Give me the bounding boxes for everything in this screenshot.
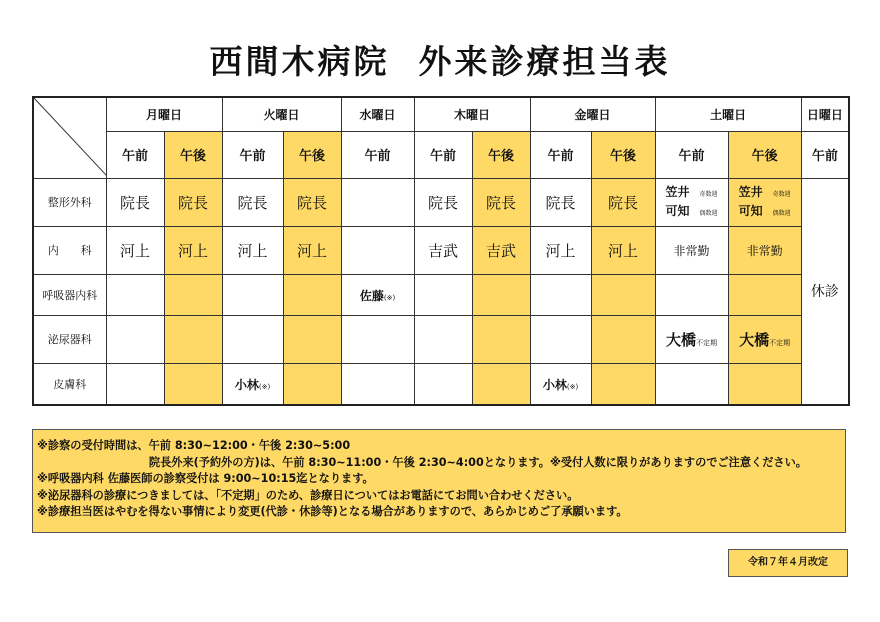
schedule-cell: 河上 — [591, 226, 655, 274]
doctor-name: 小林 — [234, 378, 259, 393]
schedule-cell — [530, 363, 591, 405]
note-mark: 不定期 — [769, 338, 791, 347]
schedule-cell — [414, 274, 472, 315]
schedule-cell — [472, 363, 530, 405]
period-am: 午前 — [414, 131, 472, 178]
schedule-cell — [341, 226, 414, 274]
schedule-cell — [728, 274, 801, 315]
schedule-cell: 吉武 — [472, 226, 530, 274]
corner-diagonal — [34, 98, 106, 176]
schedule-cell: 院長 — [530, 178, 591, 226]
period-am: 午前 — [801, 131, 849, 178]
dept-internal: 内 科 — [33, 226, 106, 274]
row-respiratory — [33, 274, 849, 315]
dept-orthopedics: 整形外科 — [33, 178, 106, 226]
schedule-cell — [341, 315, 414, 363]
period-pm: 午後 — [164, 131, 222, 178]
row-dermatology — [33, 363, 849, 405]
period-am: 午前 — [222, 131, 283, 178]
schedule-cell: 河上 — [164, 226, 222, 274]
schedule-cell — [283, 363, 341, 405]
doctor-name: 笠井 — [665, 185, 690, 200]
note-mark: (※) — [258, 383, 271, 392]
rotation-pair — [666, 183, 718, 221]
schedule-cell: 吉武 — [414, 226, 472, 274]
doctor-name: 大橋 — [666, 330, 697, 349]
note-line: 院長外来(予約外の方)は、午前 8:30~11:00・午後 2:30~4:00となります。※受付人数に限りがありますのでご注意ください。 — [37, 455, 807, 469]
doctor-name: 大橋 — [739, 330, 770, 349]
day-friday: 金曜日 — [530, 97, 655, 131]
schedule-cell — [472, 315, 530, 363]
schedule-cell: 院長 — [414, 178, 472, 226]
schedule-cell — [414, 315, 472, 363]
day-thursday: 木曜日 — [414, 97, 530, 131]
schedule-cell — [222, 315, 283, 363]
schedule-cell: 非常勤 — [728, 226, 801, 274]
schedule-cell — [655, 274, 728, 315]
schedule-cell: 院長 — [164, 178, 222, 226]
schedule-cell — [655, 178, 728, 226]
note-mark: (※) — [566, 383, 579, 392]
schedule-cell — [106, 274, 164, 315]
note-mark: (※) — [383, 294, 396, 303]
schedule-cell — [222, 274, 283, 315]
note-mark: 不定期 — [696, 338, 718, 347]
corner-cell — [33, 97, 106, 178]
dept-urology: 泌尿器科 — [33, 315, 106, 363]
schedule-cell: 院長 — [591, 178, 655, 226]
schedule-cell: 河上 — [530, 226, 591, 274]
schedule-cell — [472, 274, 530, 315]
schedule-cell: 河上 — [222, 226, 283, 274]
week-note: 奇数週 — [699, 191, 718, 199]
schedule-cell — [591, 274, 655, 315]
note-line: ※泌尿器科の診療につきましては、「不定期」のため、診療日についてはお電話にてお問い合わせください。 — [37, 488, 579, 502]
notes-box — [32, 429, 846, 533]
doctor-name: 可知 — [665, 204, 690, 219]
doctor-name: 佐藤 — [359, 289, 384, 304]
schedule-cell: 院長 — [222, 178, 283, 226]
schedule-cell — [530, 315, 591, 363]
schedule-cell — [591, 363, 655, 405]
schedule-table — [32, 96, 850, 406]
page-title: 西間木病院 外来診療担当表 — [209, 42, 671, 81]
schedule-cell — [591, 315, 655, 363]
schedule-cell: 院長 — [283, 178, 341, 226]
schedule-cell — [106, 363, 164, 405]
period-pm: 午後 — [728, 131, 801, 178]
schedule-cell — [655, 315, 728, 363]
dept-dermatology: 皮膚科 — [33, 363, 106, 405]
schedule-cell — [164, 363, 222, 405]
day-tuesday: 火曜日 — [222, 97, 341, 131]
note-line: ※診療担当医はやむを得ない事情により変更(代診・休診等)となる場合がありますので、あらかじめご了承願います。 — [37, 505, 628, 519]
period-am: 午前 — [341, 131, 414, 178]
week-note: 偶数週 — [699, 210, 718, 218]
schedule-cell — [341, 178, 414, 226]
schedule-cell — [283, 274, 341, 315]
period-am: 午前 — [655, 131, 728, 178]
rotation-pair — [739, 183, 791, 221]
period-am: 午前 — [106, 131, 164, 178]
schedule-cell — [164, 274, 222, 315]
schedule-cell — [728, 178, 801, 226]
doctor-name: 笠井 — [738, 185, 763, 200]
schedule-cell — [530, 274, 591, 315]
day-monday: 月曜日 — [106, 97, 222, 131]
revision-date: 令和７年４月改定 — [728, 549, 848, 577]
schedule-cell — [283, 315, 341, 363]
week-note: 偶数週 — [772, 210, 791, 218]
period-pm: 午後 — [472, 131, 530, 178]
schedule-cell: 非常勤 — [655, 226, 728, 274]
schedule-cell — [655, 363, 728, 405]
schedule-cell: 院長 — [106, 178, 164, 226]
doctor-name: 可知 — [738, 204, 763, 219]
period-am: 午前 — [530, 131, 591, 178]
period-header-row — [33, 131, 849, 178]
schedule-cell — [106, 315, 164, 363]
day-saturday: 土曜日 — [655, 97, 801, 131]
schedule-cell: 河上 — [106, 226, 164, 274]
day-wednesday: 水曜日 — [341, 97, 414, 131]
note-line: ※診察の受付時間は、午前 8:30~12:00・午後 2:30~5:00 — [37, 439, 351, 452]
doctor-name: 小林 — [542, 378, 567, 393]
period-pm: 午後 — [283, 131, 341, 178]
schedule-cell: 院長 — [472, 178, 530, 226]
dept-respiratory: 呼吸器内科 — [33, 274, 106, 315]
day-header-row — [33, 97, 849, 131]
schedule-cell — [164, 315, 222, 363]
sunday-closed: 休診 — [801, 178, 849, 405]
note-line: ※呼吸器内科 佐藤医師の診察受付は 9:00~10:15迄となります。 — [37, 472, 374, 486]
period-pm: 午後 — [591, 131, 655, 178]
day-sunday: 日曜日 — [801, 97, 849, 131]
schedule-cell — [728, 315, 801, 363]
schedule-cell — [414, 363, 472, 405]
row-urology — [33, 315, 849, 363]
schedule-cell — [341, 363, 414, 405]
schedule-cell — [728, 363, 801, 405]
row-orthopedics — [33, 178, 849, 226]
schedule-cell — [341, 274, 414, 315]
schedule-cell: 河上 — [283, 226, 341, 274]
row-internal — [33, 226, 849, 274]
week-note: 奇数週 — [772, 191, 791, 199]
schedule-cell — [222, 363, 283, 405]
